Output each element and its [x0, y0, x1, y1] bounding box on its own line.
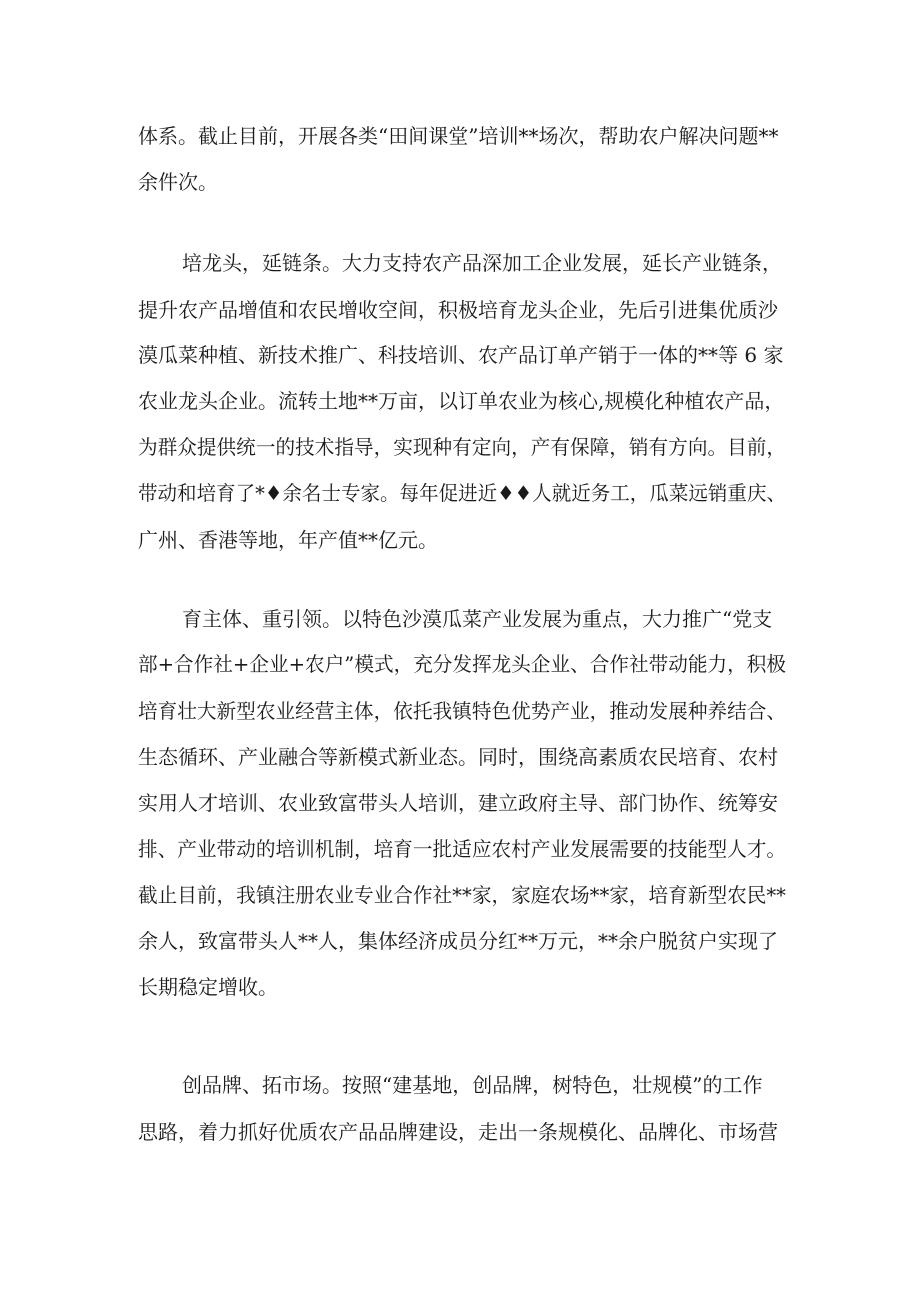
line-text: 部+合作社+企业+农户”模式，充分发挥龙头企业、合作社带动能力，积极 [138, 652, 786, 676]
line-text: 长期稳定增收。 [138, 975, 278, 999]
line-text: 为群众提供统一的技术指导，实现种有定向，产有保障，销有方向。目前， [138, 435, 786, 459]
line-text: 培龙头，延链条。大力支持农产品深加工企业发展，延长产业链条， [182, 251, 782, 275]
line-text: 带动和培育了*♦余名士专家。每年促进近♦♦人就近务工，瓜菜远销重庆、 [138, 481, 786, 505]
line-text: 思路，着力抓好优质农产品品牌建设，走出一条规模化、品牌化、市场营 [138, 1120, 778, 1144]
line-text: 提升农产品增值和农民增收空间，积极培育龙头企业，先后引进集优质沙 [138, 298, 778, 322]
line-text: 实用人才培训、农业致富带头人培训，建立政府主导、部门协作、统筹安 [138, 791, 778, 815]
line-text: 创品牌、拓市场。按照“建基地，创品牌，树特色，壮规模”的工作 [182, 1073, 763, 1097]
line-text: 农业龙头企业。流转土地**万亩，以订单农业为核心,规模化种植农产品， [138, 389, 785, 413]
line-text: 余件次。 [138, 170, 218, 194]
line-text: 排、产业带动的培训机制，培育一批适应农村产业发展需要的技能型人才。 [138, 837, 786, 861]
line-text: 培育壮大新型农业经营主体，依托我镇特色优势产业，推动发展种养结合、 [138, 699, 786, 723]
line-text: 育主体、重引领。以特色沙漠瓜菜产业发展为重点，大力推广“党支 [182, 607, 773, 631]
line-text: 生态循环、产业融合等新模式新业态。同时，围绕高素质农民培育、农村 [138, 745, 778, 769]
line-text: 体系。截止目前，开展各类“田间课堂”培训**场次，帮助农户解决问题** [138, 124, 779, 148]
line-text: 余人，致富带头人**人，集体经济成员分红**万元，**余户脱贫户实现了 [138, 929, 778, 953]
line-text: 截止目前，我镇注册农业专业合作社**家，家庭农场**家，培育新型农民** [138, 883, 786, 907]
line-text: 广州、香港等地，年产值**亿元。 [138, 528, 438, 552]
line-text: 漠瓜菜种植、新技术推广、科技培训、农产品订单产销于一体的**等 6 家 [138, 343, 784, 367]
